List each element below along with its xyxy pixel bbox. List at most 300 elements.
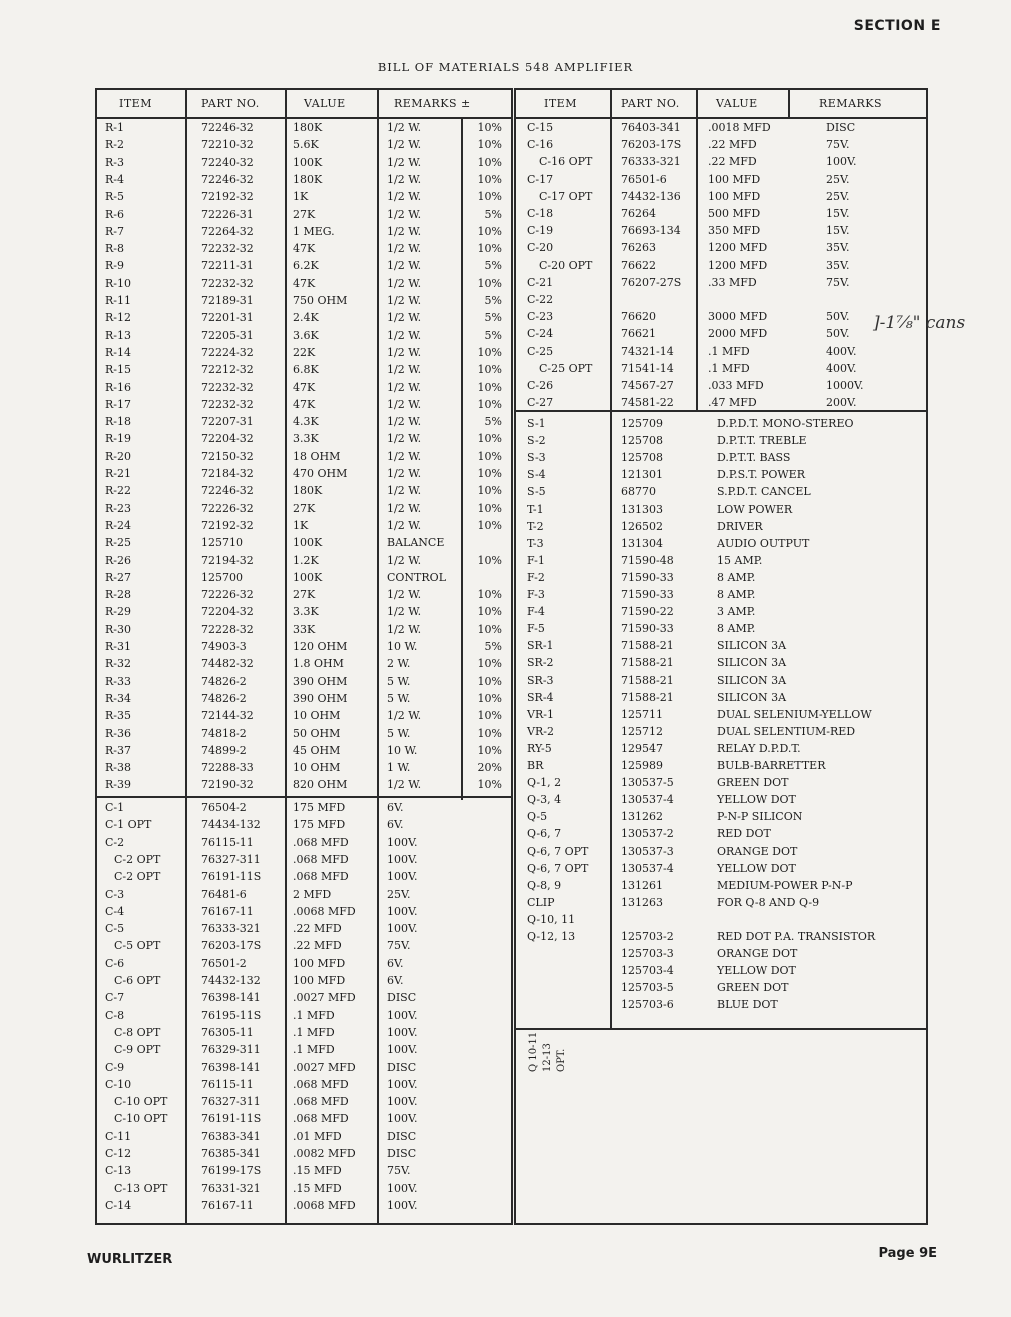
item-cell: C-23 — [527, 310, 554, 324]
remarks-cell: 25V. — [387, 887, 411, 901]
table-row — [516, 450, 926, 467]
value-cell: 390 OHM — [293, 674, 348, 688]
tolerance-cell: 10% — [477, 726, 502, 740]
table-row — [97, 1060, 511, 1077]
item-cell: C-17 OPT — [539, 189, 593, 203]
part-number-cell: 76504-2 — [201, 801, 247, 814]
part-number-cell: 72212-32 — [201, 363, 254, 377]
description-cell: DUAL SELENTIUM-RED — [717, 724, 856, 738]
part-number-cell: 72184-32 — [201, 467, 254, 480]
part-number-cell: 72150-32 — [201, 449, 254, 463]
remarks-cell: 1/2 W. — [387, 294, 422, 307]
remarks-cell: 1/2 W. — [387, 432, 422, 446]
part-number-cell: 71590-33 — [621, 570, 674, 584]
value-cell: .068 MFD — [293, 1112, 349, 1126]
tolerance-cell: 10% — [477, 345, 502, 359]
table-row — [516, 433, 926, 450]
value-cell: .0068 MFD — [293, 1198, 356, 1212]
table-row — [516, 361, 926, 378]
remarks-cell: 75V. — [387, 939, 411, 953]
tolerance-cell: 10% — [477, 518, 502, 532]
part-number-cell: 72232-32 — [201, 380, 254, 394]
part-number-cell: 76501-2 — [201, 956, 247, 970]
part-number-cell: 72201-31 — [201, 311, 254, 325]
value-cell: 2.4K — [293, 311, 319, 325]
tolerance-cell: 5% — [484, 640, 502, 653]
value-cell: .068 MFD — [293, 1095, 349, 1109]
value-cell: 100K — [293, 536, 323, 550]
part-number-cell: 72224-32 — [201, 345, 254, 359]
item-cell: Q-5 — [527, 810, 548, 824]
tolerance-cell: 10% — [477, 691, 502, 705]
value-cell: .15 MFD — [293, 1164, 342, 1178]
table-row — [516, 621, 926, 638]
part-number-cell: 76383-341 — [201, 1129, 261, 1143]
value-cell: .22 MFD — [293, 922, 342, 936]
table-row — [516, 878, 926, 895]
value-cell: 4.3K — [293, 415, 319, 429]
remarks-cell: 200V. — [826, 396, 857, 410]
part-number-cell: 76331-321 — [201, 1181, 261, 1195]
description-cell: SILICON 3A — [717, 639, 787, 653]
part-number-cell: 72246-32 — [201, 172, 254, 186]
item-cell: R-3 — [105, 155, 124, 169]
table-row — [97, 1008, 511, 1025]
part-number-cell: 72232-32 — [201, 397, 254, 411]
document-title: BILL OF MATERIALS 548 AMPLIFIER — [377, 60, 634, 74]
table-row — [516, 519, 926, 536]
part-number-cell: 74818-2 — [201, 726, 247, 740]
table-row — [97, 990, 511, 1007]
part-number-cell: 76329-311 — [201, 1043, 261, 1057]
table-row — [97, 869, 511, 886]
table-row — [97, 956, 511, 973]
table-row — [97, 1198, 511, 1215]
item-cell: C-27 — [527, 396, 554, 410]
part-number-cell: 74321-14 — [621, 344, 674, 358]
remarks-cell: 1/2 W. — [387, 605, 422, 619]
item-cell: C-16 OPT — [539, 155, 593, 169]
item-cell: VR-1 — [527, 707, 554, 721]
item-cell: R-32 — [105, 657, 131, 671]
table-row — [97, 639, 511, 656]
table-row — [516, 223, 926, 240]
remarks-cell: 1/2 W. — [387, 588, 422, 602]
tolerance-cell: 10% — [477, 605, 502, 619]
value-cell: 820 OHM — [293, 778, 348, 792]
remarks-cell: DISC — [387, 991, 417, 1005]
table-row — [97, 887, 511, 904]
item-cell: C-6 OPT — [114, 974, 161, 987]
remarks-cell: 400V. — [826, 344, 857, 358]
remarks-cell: 1/2 W. — [387, 242, 422, 256]
table-row — [97, 921, 511, 938]
remarks-cell: 75V. — [826, 275, 850, 289]
remarks-cell: DISC — [387, 1060, 417, 1074]
tolerance-cell: 10% — [477, 778, 502, 792]
table-row — [516, 467, 926, 484]
table-row — [516, 980, 926, 997]
item-cell: SR-2 — [527, 656, 554, 670]
item-cell: Q-10, 11 — [527, 912, 576, 926]
table-row — [97, 835, 511, 852]
value-cell: 180K — [293, 484, 323, 498]
table-row — [97, 817, 511, 834]
description-cell: ORANGE DOT — [717, 947, 798, 961]
value-cell: 6.8K — [293, 363, 319, 377]
description-cell: RED DOT — [717, 827, 771, 841]
remarks-cell: 1/2 W. — [387, 397, 422, 411]
value-cell: 47K — [293, 397, 316, 411]
part-number-cell: 76191-11S — [201, 1112, 262, 1126]
table-row — [97, 1181, 511, 1198]
table-row — [516, 154, 926, 171]
value-cell: 2 MFD — [293, 887, 332, 901]
tolerance-cell: 10% — [477, 224, 502, 238]
table-row — [97, 310, 511, 327]
tolerance-cell: 10% — [477, 155, 502, 169]
value-cell: 3.6K — [293, 328, 319, 342]
remarks-cell: 10 W. — [387, 743, 418, 757]
part-number-cell: 125708 — [621, 434, 663, 448]
tolerance-cell: 10% — [477, 501, 502, 515]
table-row — [516, 395, 926, 412]
part-number-cell: 72288-33 — [201, 761, 254, 775]
right-parts-table — [514, 88, 928, 1225]
item-cell: C-26 — [527, 379, 554, 392]
remarks-cell: 1/2 W. — [387, 259, 422, 273]
value-cell: 27K — [293, 501, 316, 515]
value-cell: 1.2K — [293, 553, 319, 567]
part-number-cell: 74899-2 — [201, 743, 247, 757]
table-row — [97, 414, 511, 431]
value-cell: 1K — [293, 518, 309, 532]
value-cell: 3000 MFD — [708, 310, 768, 324]
item-cell: R-30 — [105, 622, 131, 636]
description-cell: DUAL SELENIUM-YELLOW — [717, 707, 872, 721]
value-cell: 3.3K — [293, 432, 319, 446]
remarks-cell: 5 W. — [387, 691, 411, 705]
value-cell: 2000 MFD — [708, 327, 768, 341]
tolerance-cell: 10% — [477, 553, 502, 567]
item-cell: R-5 — [105, 190, 124, 204]
description-cell: YELLOW DOT — [717, 793, 796, 807]
part-number-cell: 76195-11S — [201, 1008, 262, 1022]
description-cell: FOR Q-8 AND Q-9 — [717, 895, 820, 909]
item-cell: R-16 — [105, 380, 131, 394]
value-cell: 100K — [293, 155, 323, 169]
value-cell: 175 MFD — [293, 818, 346, 832]
table-row — [516, 963, 926, 980]
item-cell: Q-3, 4 — [527, 793, 562, 807]
description-cell: LOW POWER — [717, 502, 793, 516]
part-number-cell: 71588-21 — [621, 639, 674, 653]
table-row — [97, 224, 511, 241]
item-cell: C-5 OPT — [114, 939, 161, 953]
remarks-cell: 1/2 W. — [387, 415, 422, 429]
item-cell: R-4 — [105, 172, 124, 186]
tolerance-cell: 10% — [477, 709, 502, 723]
item-cell: C-11 — [105, 1129, 132, 1143]
value-cell: .1 MFD — [293, 1008, 335, 1022]
tolerance-cell: 10% — [477, 121, 502, 134]
part-number-cell: 125711 — [621, 707, 663, 721]
table-row — [516, 536, 926, 553]
part-number-cell: 76263 — [621, 241, 656, 255]
tolerance-cell: 10% — [477, 674, 502, 688]
item-cell: SR-1 — [527, 639, 554, 653]
item-cell: R-7 — [105, 224, 124, 238]
remarks-cell: 6V. — [387, 974, 404, 987]
header-value: VALUE — [716, 97, 758, 110]
value-cell: 500 MFD — [708, 207, 761, 220]
table-row — [97, 449, 511, 466]
item-cell: C-12 — [105, 1147, 132, 1160]
part-number-cell: 72232-32 — [201, 242, 254, 256]
table-row — [97, 518, 511, 535]
remarks-cell: 1/2 W. — [387, 172, 422, 186]
header-remarks: REMARKS ± — [394, 97, 471, 110]
table-row — [97, 1163, 511, 1180]
part-number-cell: 130537-2 — [621, 827, 674, 841]
part-number-cell: 72190-32 — [201, 778, 254, 792]
value-cell: 33K — [293, 622, 316, 636]
part-number-cell: 72240-32 — [201, 155, 254, 169]
part-number-cell: 125703-5 — [621, 981, 674, 995]
part-number-cell: 74432-136 — [621, 189, 681, 203]
part-number-cell: 76327-311 — [201, 1095, 261, 1109]
value-cell: 47K — [293, 276, 316, 290]
remarks-cell: 1/2 W. — [387, 190, 422, 204]
part-number-cell: 76622 — [621, 258, 656, 272]
part-number-cell: 74903-3 — [201, 640, 247, 653]
remarks-cell: 100V. — [387, 904, 418, 918]
brand-footer: WURLITZER — [87, 1252, 173, 1267]
tolerance-cell: 5% — [484, 294, 502, 307]
part-number-cell: 125703-6 — [621, 998, 674, 1012]
item-cell: F-2 — [527, 570, 545, 584]
part-number-cell: 76385-341 — [201, 1147, 261, 1160]
description-cell: MEDIUM-POWER P-N-P — [717, 878, 853, 892]
item-cell: C-2 OPT — [114, 852, 161, 866]
item-cell: R-27 — [105, 570, 131, 584]
value-cell: 3.3K — [293, 605, 319, 619]
part-number-cell: 72226-32 — [201, 588, 254, 602]
value-cell: .0027 MFD — [293, 1060, 356, 1074]
value-cell: 22K — [293, 345, 316, 359]
item-cell: Q-12, 13 — [527, 930, 576, 943]
tolerance-cell: 10% — [477, 432, 502, 446]
item-cell: R-6 — [105, 207, 124, 221]
item-cell: R-2 — [105, 138, 124, 152]
value-cell: .068 MFD — [293, 835, 349, 849]
table-row — [516, 775, 926, 792]
value-cell: 50 OHM — [293, 726, 341, 740]
remarks-cell: 1/2 W. — [387, 518, 422, 532]
section-label: SECTION E — [853, 18, 941, 34]
tolerance-cell: 10% — [477, 190, 502, 204]
table-row — [97, 604, 511, 621]
table-row — [516, 587, 926, 604]
part-number-cell: 76620 — [621, 310, 656, 324]
table-row — [97, 904, 511, 921]
table-row — [97, 466, 511, 483]
left-parts-table — [95, 88, 513, 1225]
item-cell: C-10 OPT — [114, 1095, 168, 1109]
table-row — [97, 137, 511, 154]
part-number-cell: 125703-3 — [621, 947, 674, 961]
remarks-cell: 1/2 W. — [387, 467, 422, 480]
item-cell: R-14 — [105, 345, 131, 359]
tolerance-cell: 10% — [477, 657, 502, 671]
value-cell: 470 OHM — [293, 467, 348, 480]
item-cell: R-29 — [105, 605, 131, 619]
value-cell: 47K — [293, 380, 316, 394]
item-cell: C-5 — [105, 922, 125, 936]
part-number-cell: 121301 — [621, 468, 663, 482]
remarks-cell: 1/2 W. — [387, 311, 422, 325]
value-cell: .068 MFD — [293, 1077, 349, 1091]
part-number-cell: 72144-32 — [201, 709, 254, 723]
item-cell: C-19 — [527, 224, 554, 238]
part-number-cell: 72194-32 — [201, 553, 254, 567]
part-number-cell: 125708 — [621, 451, 663, 465]
value-cell: .22 MFD — [293, 939, 342, 953]
part-number-cell: 72211-31 — [201, 259, 254, 273]
table-row — [516, 690, 926, 707]
table-row — [97, 1077, 511, 1094]
value-cell: .01 MFD — [293, 1129, 342, 1143]
item-cell: R-25 — [105, 536, 131, 550]
table-row — [97, 501, 511, 518]
table-row — [97, 743, 511, 760]
remarks-cell: 2 W. — [387, 657, 411, 671]
item-cell: C-3 — [105, 887, 125, 901]
table-row — [97, 328, 511, 345]
table-row — [516, 484, 926, 501]
item-cell: R-36 — [105, 726, 131, 740]
table-row — [516, 946, 926, 963]
part-number-cell: 71588-21 — [621, 690, 674, 704]
rotated-label-line: Q 10-11 — [528, 1031, 539, 1072]
table-row — [97, 345, 511, 362]
item-cell: C-7 — [105, 991, 125, 1005]
remarks-cell: 1/2 W. — [387, 276, 422, 290]
item-cell: R-33 — [105, 674, 131, 688]
table-row — [516, 416, 926, 433]
value-cell: .22 MFD — [708, 138, 757, 152]
remarks-cell: 1000V. — [826, 379, 864, 392]
part-number-cell: 76167-11 — [201, 904, 254, 918]
table-row — [516, 137, 926, 154]
tolerance-cell: 10% — [477, 138, 502, 152]
item-cell: R-18 — [105, 415, 131, 429]
remarks-cell: BALANCE — [387, 536, 445, 550]
header-part-no: PART NO. — [621, 97, 680, 110]
item-cell: Q-1, 2 — [527, 776, 562, 790]
part-number-cell: 130537-4 — [621, 861, 674, 875]
remarks-cell: 35V. — [826, 258, 850, 272]
table-row — [516, 638, 926, 655]
page-number: Page 9E — [878, 1246, 937, 1261]
tolerance-cell: 5% — [484, 311, 502, 325]
part-number-cell: 76203-17S — [201, 939, 262, 953]
table-row — [516, 309, 926, 326]
item-cell: C-17 — [527, 172, 554, 186]
item-cell: R-11 — [105, 294, 131, 307]
part-number-cell: 76191-11S — [201, 870, 262, 884]
table-row — [516, 792, 926, 809]
item-cell: R-38 — [105, 761, 131, 775]
part-number-cell: 71590-33 — [621, 588, 674, 601]
part-number-cell: 131304 — [621, 536, 663, 550]
table-row — [516, 724, 926, 741]
item-cell: C-10 OPT — [114, 1112, 168, 1126]
table-row — [97, 380, 511, 397]
part-number-cell: 131261 — [621, 878, 663, 892]
item-cell: R-1 — [105, 121, 124, 134]
part-number-cell: 72205-31 — [201, 328, 254, 342]
remarks-cell: 100V. — [387, 835, 418, 849]
part-number-cell: 76207-27S — [621, 275, 682, 289]
remarks-cell: DISC — [387, 1147, 417, 1160]
value-cell: .47 MFD — [708, 396, 757, 410]
rotated-label-line: OPT. — [556, 1048, 567, 1072]
tolerance-cell: 5% — [484, 207, 502, 221]
item-cell: T-1 — [527, 502, 544, 516]
item-cell: R-23 — [105, 501, 131, 515]
part-number-cell: 72228-32 — [201, 622, 254, 636]
value-cell: 27K — [293, 588, 316, 602]
value-cell: 5.6K — [293, 138, 319, 152]
table-row — [97, 431, 511, 448]
item-cell: R-31 — [105, 640, 131, 653]
table-row — [97, 656, 511, 673]
item-cell: S-1 — [527, 417, 546, 430]
tolerance-cell: 10% — [477, 172, 502, 186]
item-cell: R-10 — [105, 276, 131, 290]
item-cell: C-21 — [527, 275, 554, 289]
table-row — [97, 691, 511, 708]
table-row — [516, 344, 926, 361]
handwritten-annotation: ]-1⅞" cans — [873, 313, 966, 333]
remarks-cell: 1/2 W. — [387, 501, 422, 515]
part-number-cell: 131303 — [621, 502, 663, 516]
value-cell: 100 MFD — [708, 172, 761, 186]
description-cell: BLUE DOT — [717, 998, 778, 1012]
remarks-cell: 1/2 W. — [387, 484, 422, 498]
item-cell: C-2 — [105, 835, 125, 849]
header-part-no: PART NO. — [201, 97, 260, 110]
part-number-cell: 72210-32 — [201, 138, 254, 152]
table-row — [516, 758, 926, 775]
tolerance-cell: 10% — [477, 588, 502, 602]
item-cell: R-15 — [105, 363, 131, 377]
description-cell: D.P.D.T. MONO-STEREO — [717, 417, 854, 430]
table-row — [97, 276, 511, 293]
table-row — [97, 1111, 511, 1128]
table-row — [97, 1146, 511, 1163]
table-row — [516, 826, 926, 843]
table-row — [97, 535, 511, 552]
remarks-cell: 1/2 W. — [387, 709, 422, 723]
item-cell: R-35 — [105, 709, 131, 723]
table-row — [516, 655, 926, 672]
remarks-cell: 100V. — [387, 1112, 418, 1126]
item-cell: F-4 — [527, 605, 545, 619]
part-number-cell: 72204-32 — [201, 605, 254, 619]
table-row — [516, 326, 926, 343]
